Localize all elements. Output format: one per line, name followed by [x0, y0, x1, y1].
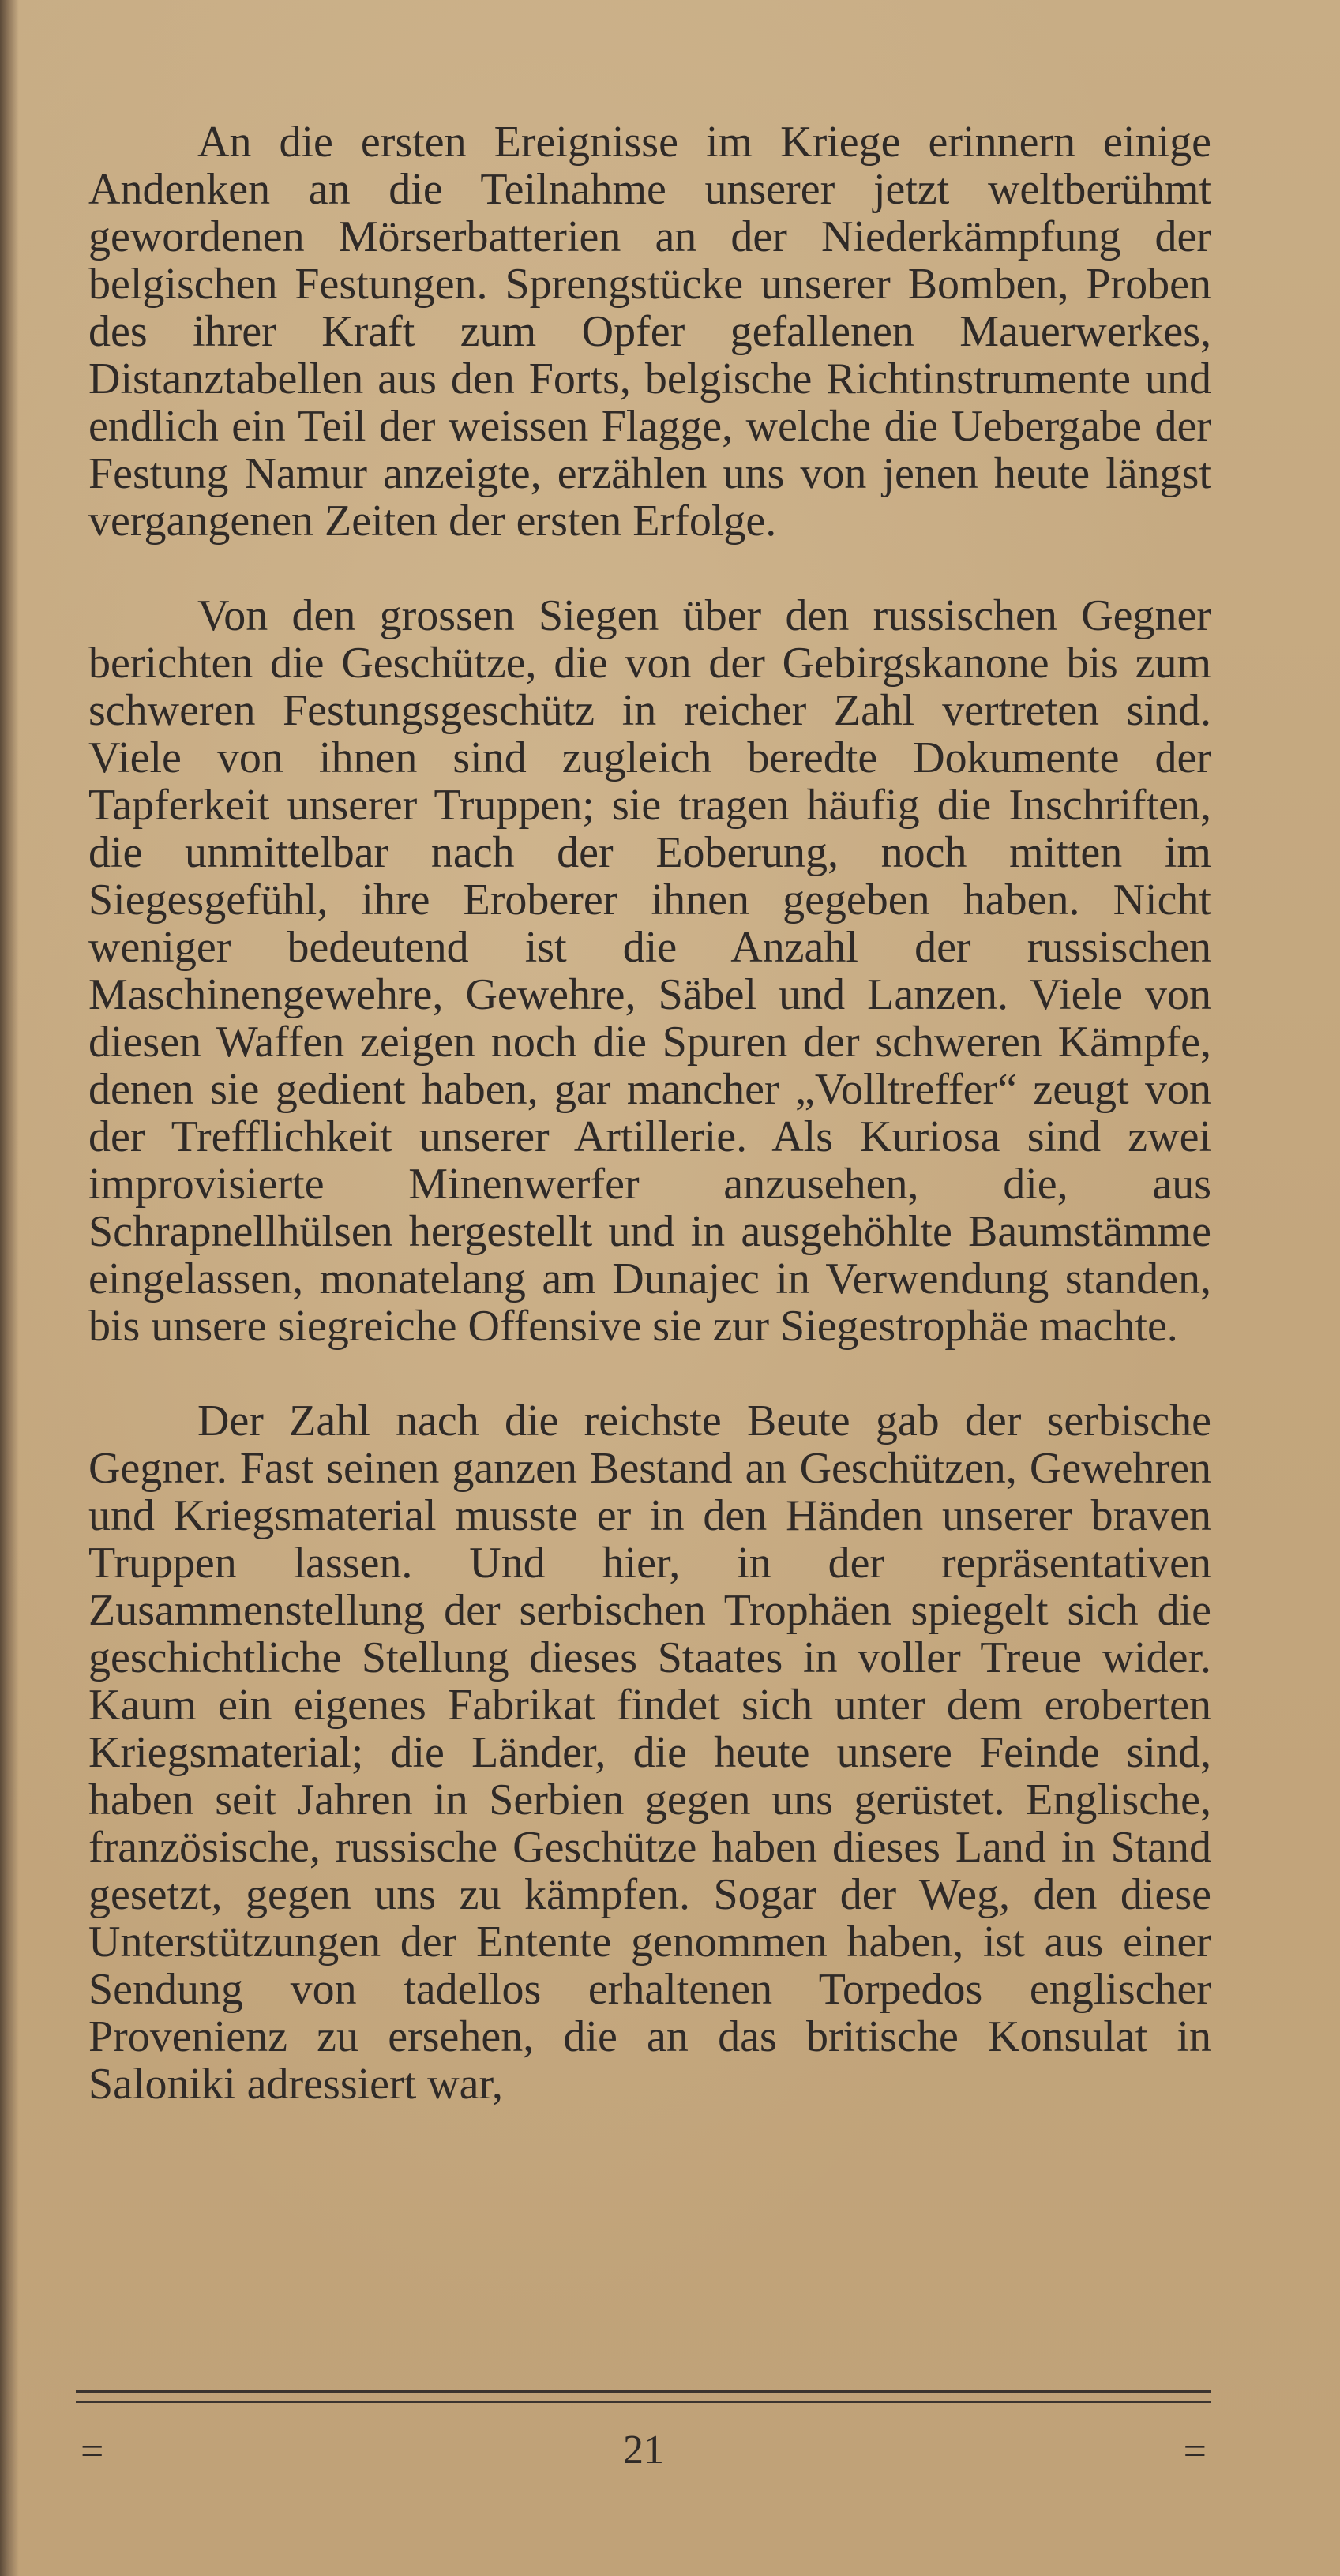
footer-rule-bottom — [76, 2401, 1211, 2403]
footer-left-mark: = — [81, 2429, 104, 2474]
page-binding-edge — [0, 0, 19, 2576]
page-footer — [76, 2390, 1211, 2477]
footer-right-mark: = — [1183, 2429, 1207, 2474]
body-text — [88, 118, 1211, 2108]
paragraph-3: Der Zahl nach die reichste Beute gab der serbische Gegner. Fast seinen ganzen Bestand an Geschützen, Gewehren und Kriegsmaterial musste er in den Händen unserer braven Truppen lassen. Und hier, in der repräsentativen Zusammenstellung der serbischen Trophäen spiegelt sich die geschichtliche Stellung dieses Staates in voller Treue wider. Kaum ein eigenes Fabrikat findet sich unter dem eroberten Kriegsmaterial; die Länder, die heute unsere Feinde sind, haben seit Jahren in Serbien gegen uns gerüstet. Englische, französische, russische Geschütze haben dieses Land in Stand gesetzt, gegen uns zu kämpfen. Sogar der Weg, den diese Unterstützungen der Entente genommen haben, ist aus einer Sendung von tadellos erhaltenen Torpedos englischer Provenienz zu ersehen, die an das britische Konsulat in Saloniki adressiert war, — [88, 1397, 1211, 2109]
paragraph-2: Von den grossen Siegen über den russischen Gegner berichten die Geschütze, die von der Gebirgskanone bis zum schweren Festungsgeschütz in reicher Zahl vertreten sind. Viele von ihnen sind zugleich beredte Dokumente der Tapferkeit unserer Truppen; sie tragen häufig die Inschriften, die unmittelbar nach der Eoberung, noch mitten im Siegesgefühl, ihre Eroberer ihnen gegeben haben. Nicht weniger bedeutend ist die Anzahl der russischen Maschinengewehre, Gewehre, Säbel und Lanzen. Viele von diesen Waffen zeigen noch die Spuren der schweren Kämpfe, denen sie gedient haben, gar mancher „Volltreffer“ zeugt von der Trefflichkeit unserer Artillerie. Als Kuriosa sind zwei improvisierte Minenwerfer anzusehen, die, aus Schrapnellhülsen hergestellt und in ausgehöhlte Baumstämme eingelassen, monatelang am Dunajec in Verwendung standen, bis unsere siegreiche Offensive sie zur Siegestrophäe machte. — [88, 591, 1211, 1351]
paragraph-1: An die ersten Ereignisse im Kriege erinnern einige Andenken an die Teilnahme unserer jetzt weltberühmt gewordenen Mörserbatterien an der Niederkämpfung der belgischen Festungen. Sprengstücke unserer Bomben, Proben des ihrer Kraft zum Opfer gefallenen Mauerwerkes, Distanztabellen aus den Forts, belgische Richtinstrumente und endlich ein Teil der weissen Flagge, welche die Uebergabe der Festung Namur anzeigte, erzählen uns von jenen heute längst vergangenen Zeiten der ersten Erfolge. — [88, 118, 1211, 546]
footer-rule-top — [76, 2390, 1211, 2393]
page-number: 21 — [623, 2428, 664, 2473]
